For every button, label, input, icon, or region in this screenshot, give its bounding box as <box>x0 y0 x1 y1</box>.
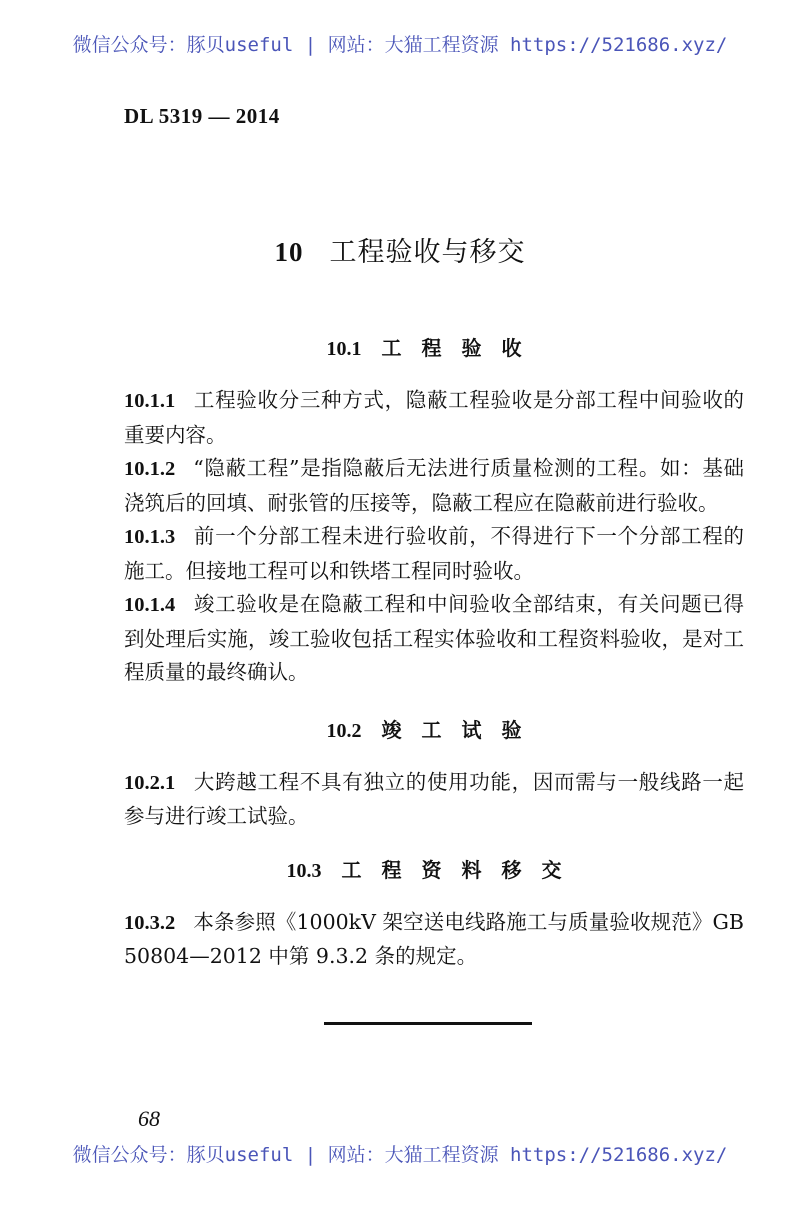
clause-10-1-1 <box>124 384 744 452</box>
clause-number: 10.1.1 <box>124 390 176 412</box>
clause-number: 10.1.3 <box>124 526 176 548</box>
section-title: 竣工试验 <box>381 717 542 742</box>
end-of-chapter-rule <box>324 1022 532 1025</box>
watermark-bottom: 微信公众号：豚贝useful | 网站：大猫工程资源 https://521686.xyz/ <box>72 1144 728 1166</box>
section-heading-10-3 <box>124 852 744 888</box>
section-title: 工程验收 <box>381 336 542 360</box>
clause-text: 本条参照《1000kV 架空送电线路施工与质量验收规范》GB 50804—2012 中第 9.3.2 条的规定。 <box>124 909 744 968</box>
page-number: 68 <box>138 1106 160 1131</box>
section-number: 10.3 <box>286 859 322 882</box>
section-number: 10.2 <box>326 719 362 742</box>
clause-text: 大跨越工程不具有独立的使用功能，因而需与一般线路一起参与进行竣工试验。 <box>124 769 744 828</box>
watermark-top: 微信公众号：豚贝useful | 网站：大猫工程资源 https://521686.xyz/ <box>72 34 728 56</box>
chapter-number: 10 <box>274 237 304 267</box>
chapter-title <box>0 230 800 269</box>
clause-10-1-4 <box>124 588 744 690</box>
document-code: DL 5319 — 2014 <box>124 104 280 128</box>
clause-10-1-3 <box>124 520 744 588</box>
clause-10-3-2 <box>124 906 744 974</box>
section-heading-10-2 <box>124 712 744 748</box>
clause-text: 前一个分部工程未进行验收前，不得进行下一个分部工程的施工。但接地工程可以和铁塔工程同时验收。 <box>124 524 744 583</box>
clause-text: 工程验收分三种方式，隐蔽工程验收是分部工程中间验收的重要内容。 <box>124 388 744 447</box>
section-title: 工程资料移交 <box>341 857 582 882</box>
clause-number: 10.1.2 <box>124 458 176 480</box>
clause-10-1-2 <box>124 452 744 520</box>
section-heading-10-1 <box>124 330 744 366</box>
chapter-title-text: 工程验收与移交 <box>329 237 526 268</box>
clause-10-2-1 <box>124 766 744 834</box>
clause-text: 竣工验收是在隐蔽工程和中间验收全部结束，有关问题已得到处理后实施，竣工验收包括工程实体验收和工程资料验收，是对工程质量的最终确认。 <box>124 592 744 684</box>
clause-number: 10.3.2 <box>124 911 176 934</box>
main-content <box>124 330 744 974</box>
clause-number: 10.2.1 <box>124 771 176 794</box>
section-number: 10.1 <box>326 338 362 360</box>
clause-text: “隐蔽工程”是指隐蔽后无法进行质量检测的工程。如：基础浇筑后的回填、耐张管的压接等，隐蔽工程应在隐蔽前进行验收。 <box>124 456 744 515</box>
clause-number: 10.1.4 <box>124 594 176 616</box>
